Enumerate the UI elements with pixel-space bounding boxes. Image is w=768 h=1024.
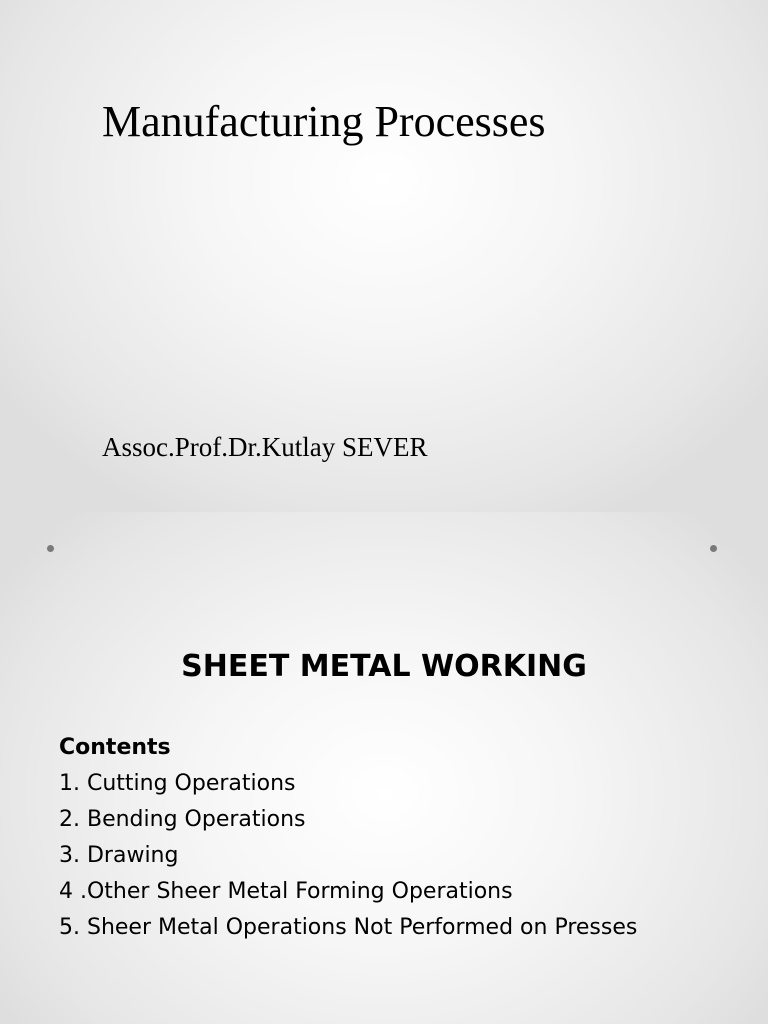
- contents-item: 1. Cutting Operations: [59, 771, 296, 796]
- slide-author: Assoc.Prof.Dr.Kutlay SEVER: [102, 432, 428, 462]
- contents-item: 3. Drawing: [59, 843, 179, 868]
- contents-item: 4 .Other Sheer Metal Forming Operations: [59, 879, 513, 904]
- next-page-dot-icon[interactable]: [710, 545, 717, 552]
- contents-label: Contents: [59, 735, 171, 760]
- contents-list: [59, 766, 637, 946]
- slide-title: Manufacturing Processes: [102, 97, 546, 146]
- contents-item: 2. Bending Operations: [59, 807, 306, 832]
- contents-block: [59, 730, 637, 946]
- contents-item: 5. Sheer Metal Operations Not Performed on Presses: [59, 915, 638, 940]
- section-heading: SHEET METAL WORKING: [181, 649, 587, 684]
- prev-page-dot-icon[interactable]: [47, 545, 54, 552]
- slide-contents-page: [0, 512, 768, 1024]
